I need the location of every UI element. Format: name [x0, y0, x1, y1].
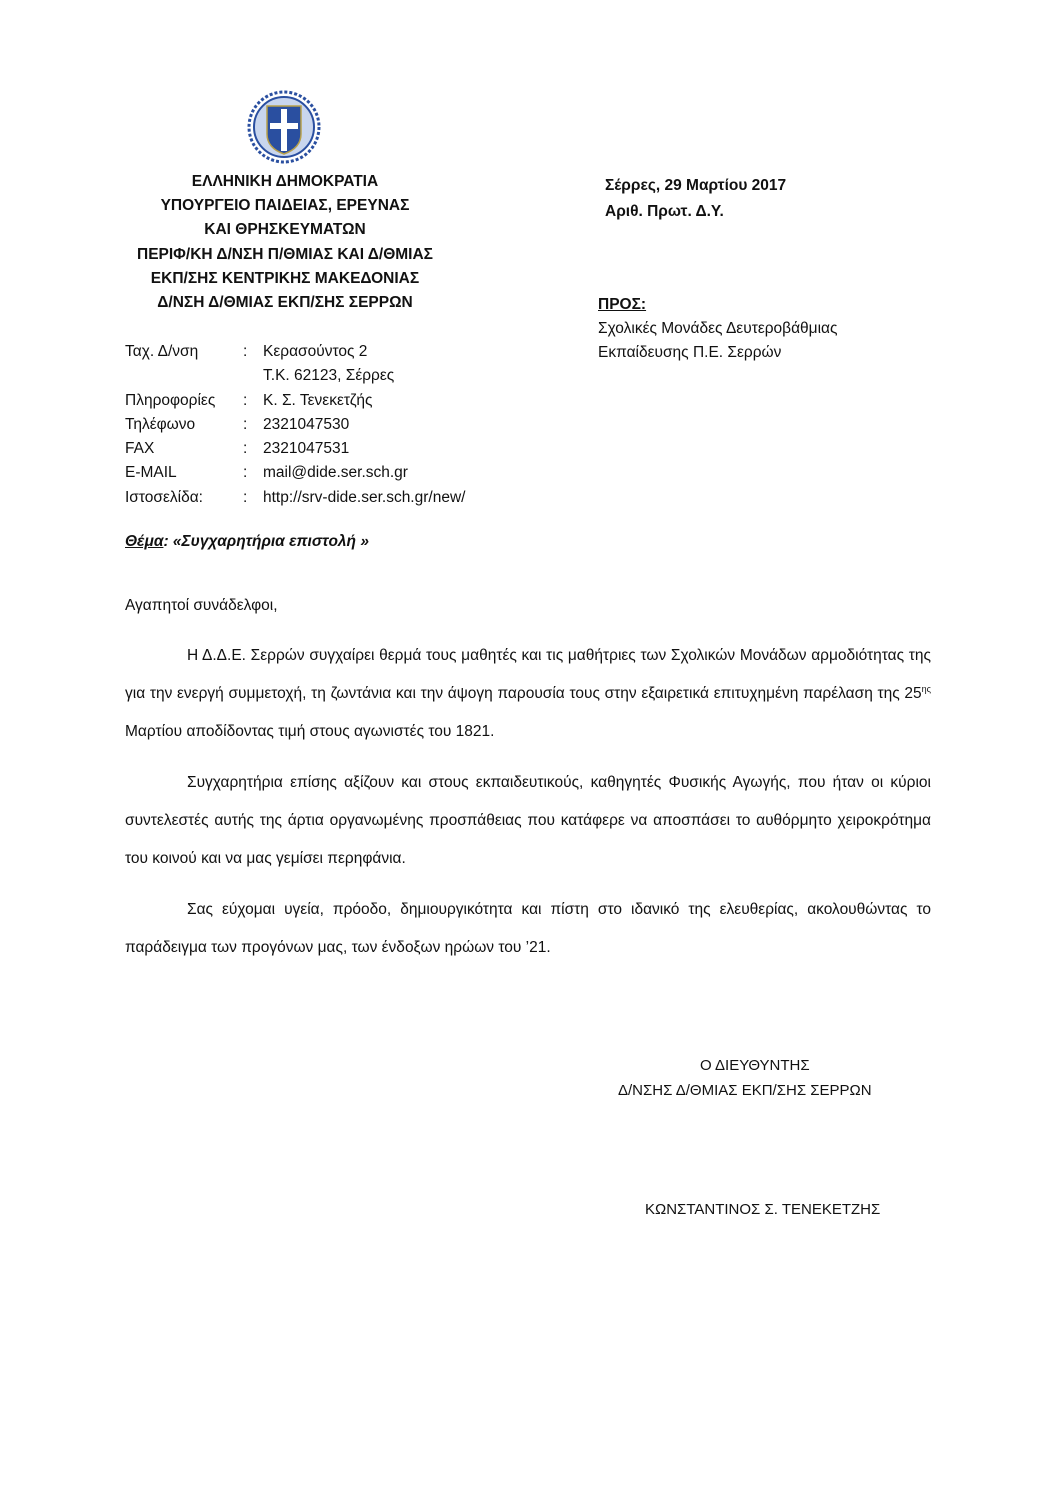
contact-colon: : [243, 464, 248, 482]
contact-colon: : [243, 488, 248, 506]
contact-key: FAX [125, 440, 155, 458]
ordinal-suffix: ης [921, 684, 931, 694]
contact-key: Ιστοσελίδα: [125, 488, 203, 506]
paragraph-text: Μαρτίου αποδίδοντας τιμή στους αγωνιστές του 1821. [125, 723, 495, 740]
contact-value: http://srv-dide.ser.sch.gr/new/ [263, 488, 466, 506]
contact-colon: : [243, 415, 248, 433]
paragraph-text: Η Δ.Δ.Ε. Σερρών συγχαίρει θερμά τους μαθητές και τις μαθήτριες των Σχολικών Μονάδων αρμοδιότητας της για την ενεργή συμμετοχή, τη ζωντάνια και την άψογη παρουσία τους στην εξαιρετικά επιτυχημένη παρέλαση της 25 [125, 647, 931, 702]
body-paragraph: Συγχαρητήρια επίσης αξίζουν και στους εκπαιδευτικούς, καθηγητές Φυσικής Αγωγής, που ήταν οι κύριοι συντελεστές αυτής της άρτια οργανωμένης προσπάθειας που κατάφερε να αποσπάσει το αυθόρμητο χειροκρότημα του κοινού και να μας γεμίσει περηφάνια. [125, 774, 931, 867]
document-meta [605, 173, 786, 225]
greek-coat-of-arms-icon [247, 90, 321, 164]
org-line: ΕΚΠ/ΣΗΣ ΚΕΝΤΡΙΚΗΣ ΜΑΚΕΔΟΝΙΑΣ [150, 269, 420, 287]
body-paragraph [125, 637, 931, 751]
org-line: Δ/ΝΣΗ Δ/ΘΜΙΑΣ ΕΚΠ/ΣΗΣ ΣΕΡΡΩΝ [157, 294, 413, 312]
contact-value: mail@dide.ser.sch.gr [263, 464, 408, 482]
recipient-line: Σχολικές Μονάδες Δευτεροβάθμιας [598, 320, 838, 337]
contact-key: Πληροφορίες [125, 391, 216, 409]
org-line: ΥΠΟΥΡΓΕΙΟ ΠΑΙΔΕΙΑΣ, ΕΡΕΥΝΑΣ [160, 197, 410, 215]
subject-label: Θέμα [125, 533, 164, 550]
subject-line [125, 533, 369, 551]
contact-key: Τηλέφωνο [125, 415, 196, 433]
contact-colon: : [243, 391, 248, 409]
contact-value: Κ. Σ. Τενεκετζής [263, 391, 373, 409]
org-line: ΕΛΛΗΝΙΚΗ ΔΗΜΟΚΡΑΤΙΑ [191, 173, 379, 190]
document-date: Σέρρες, 29 Μαρτίου 2017 [605, 177, 787, 194]
recipient-label: ΠΡΟΣ: [598, 296, 647, 313]
recipient-block [598, 293, 837, 365]
recipient-line: Εκπαίδευσης Π.Ε. Σερρών [598, 344, 782, 361]
salutation: Αγαπητοί συνάδελφοι, [125, 597, 278, 614]
contact-value: 2321047530 [263, 415, 350, 433]
signatory-title: Ο ΔΙΕΥΘΥΝΤΗΣ [700, 1057, 810, 1074]
protocol-number: Αριθ. Πρωτ. Δ.Υ. [605, 203, 724, 220]
signatory-department: Δ/ΝΣΗΣ Δ/ΘΜΙΑΣ ΕΚΠ/ΣΗΣ ΣΕΡΡΩΝ [618, 1082, 872, 1099]
contact-key: E-MAIL [125, 464, 177, 482]
contact-colon: : [243, 440, 248, 458]
org-line: ΠΕΡΙΦ/ΚΗ Δ/ΝΣΗ Π/ΘΜΙΑΣ ΚΑΙ Δ/ΘΜΙΑΣ [137, 245, 433, 263]
issuer-header [105, 170, 465, 315]
contact-value: Τ.Κ. 62123, Σέρρες [263, 367, 395, 385]
contact-key: Ταχ. Δ/νση [125, 343, 199, 360]
contact-value: 2321047531 [263, 440, 350, 458]
signatory-name: ΚΩΝΣΤΑΝΤΙΝΟΣ Σ. ΤΕΝΕΚΕΤΖΗΣ [645, 1201, 881, 1218]
contact-colon: : [243, 343, 248, 360]
body-paragraph: Σας εύχομαι υγεία, πρόοδο, δημιουργικότητα και πίστη στο ιδανικό της ελευθερίας, ακολουθώντας το παράδειγμα των προγόνων μας, των ένδοξων ηρώων του ’21. [125, 901, 931, 956]
contact-value: Κερασούντος 2 [263, 343, 368, 360]
org-line: ΚΑΙ ΘΡΗΣΚΕΥΜΑΤΩΝ [204, 221, 366, 239]
subject-text: : «Συγχαρητήρια επιστολή » [163, 533, 369, 550]
